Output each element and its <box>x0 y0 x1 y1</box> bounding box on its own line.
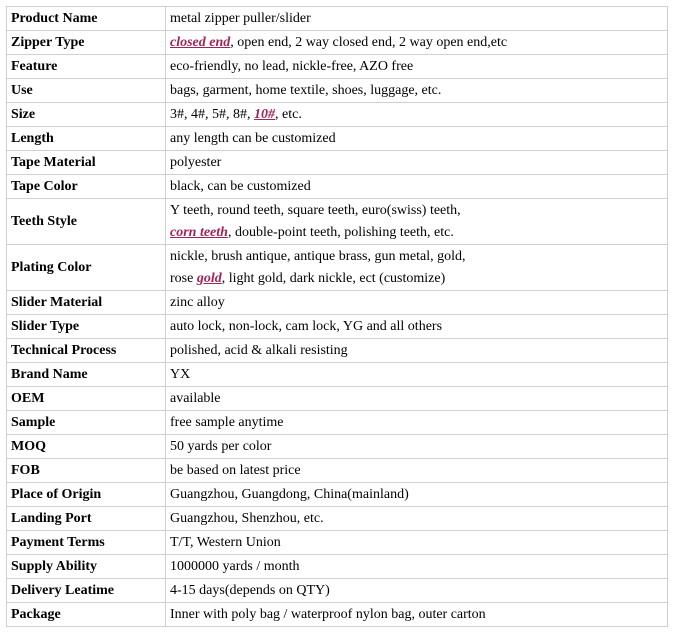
spec-label: Plating Color <box>7 245 166 291</box>
spec-value <box>166 339 668 363</box>
spec-value-line <box>170 107 302 122</box>
spec-row <box>7 387 668 411</box>
spec-label: Use <box>7 79 166 103</box>
spec-value-line <box>170 35 507 50</box>
spec-row <box>7 291 668 315</box>
spec-label: Tape Color <box>7 175 166 199</box>
spec-value <box>166 79 668 103</box>
spec-value-text: nickle, brush antique, antique brass, gun metal, gold, <box>170 248 466 264</box>
spec-value-line <box>170 59 413 74</box>
spec-value <box>166 31 668 55</box>
spec-value <box>166 103 668 127</box>
spec-value-line <box>170 535 281 550</box>
spec-value-line <box>170 343 348 358</box>
spec-value-line <box>170 463 301 478</box>
spec-value-text: free sample anytime <box>170 414 284 430</box>
spec-row <box>7 175 668 199</box>
spec-row <box>7 507 668 531</box>
spec-value <box>166 387 668 411</box>
spec-value-line <box>170 607 486 622</box>
spec-value <box>166 151 668 175</box>
spec-row <box>7 483 668 507</box>
spec-row <box>7 79 668 103</box>
spec-label: MOQ <box>7 435 166 459</box>
spec-value-text: Guangzhou, Guangdong, China(mainland) <box>170 486 409 502</box>
spec-label: Sample <box>7 411 166 435</box>
spec-label: Tape Material <box>7 151 166 175</box>
spec-value-text: rose <box>170 270 197 286</box>
spec-value-line <box>170 131 336 146</box>
spec-row <box>7 199 668 245</box>
spec-value-text: , double-point teeth, polishing teeth, etc. <box>227 224 454 240</box>
spec-value-text: polished, acid & alkali resisting <box>170 342 348 358</box>
spec-label: Product Name <box>7 7 166 31</box>
spec-row <box>7 363 668 387</box>
keyword-link[interactable]: closed end <box>170 34 231 50</box>
spec-value-line <box>170 200 663 222</box>
spec-row <box>7 411 668 435</box>
spec-value-text: black, can be customized <box>170 178 311 194</box>
spec-value-line <box>170 583 330 598</box>
spec-row <box>7 579 668 603</box>
spec-value-text: 50 yards per color <box>170 438 272 454</box>
spec-value-text: be based on latest price <box>170 462 301 478</box>
spec-row <box>7 603 668 627</box>
spec-value-text: YX <box>170 366 191 382</box>
spec-value-text: 3#, 4#, 5#, 8#, <box>170 106 254 122</box>
spec-label: Landing Port <box>7 507 166 531</box>
spec-row <box>7 55 668 79</box>
spec-value <box>166 7 668 31</box>
spec-row <box>7 531 668 555</box>
spec-value-text: Y teeth, round teeth, square teeth, euro(swiss) teeth, <box>170 202 461 218</box>
spec-value <box>166 245 668 291</box>
spec-row <box>7 435 668 459</box>
spec-value-line <box>170 439 271 454</box>
spec-label: OEM <box>7 387 166 411</box>
spec-value <box>166 127 668 151</box>
spec-value-line <box>170 559 300 574</box>
spec-value <box>166 507 668 531</box>
spec-label: Delivery Leatime <box>7 579 166 603</box>
spec-value-text: Inner with poly bag / waterproof nylon bag, outer carton <box>170 606 486 622</box>
spec-value-line <box>170 179 311 194</box>
spec-value-text: any length can be customized <box>170 130 336 146</box>
spec-value-line <box>170 295 225 310</box>
spec-row <box>7 151 668 175</box>
spec-label: Size <box>7 103 166 127</box>
spec-value-text: 4-15 days(depends on QTY) <box>170 582 330 598</box>
spec-row <box>7 555 668 579</box>
spec-value-line <box>170 367 190 382</box>
spec-value-text: , open end, 2 way closed end, 2 way open end,etc <box>230 34 508 50</box>
spec-row <box>7 7 668 31</box>
spec-value <box>166 363 668 387</box>
spec-row <box>7 315 668 339</box>
spec-value <box>166 291 668 315</box>
spec-value-line <box>170 319 442 334</box>
spec-value <box>166 175 668 199</box>
spec-value-line <box>170 391 221 406</box>
spec-label: Slider Material <box>7 291 166 315</box>
keyword-link[interactable]: corn teeth <box>170 224 228 240</box>
spec-label: Zipper Type <box>7 31 166 55</box>
spec-value-line <box>170 415 284 430</box>
spec-value <box>166 315 668 339</box>
spec-label: Technical Process <box>7 339 166 363</box>
spec-label: FOB <box>7 459 166 483</box>
spec-row <box>7 103 668 127</box>
spec-value-text: , light gold, dark nickle, ect (customize) <box>221 270 446 286</box>
spec-row <box>7 245 668 291</box>
spec-value-line <box>170 246 663 268</box>
spec-value-text: metal zipper puller/slider <box>170 10 311 26</box>
product-spec-table <box>6 6 668 627</box>
spec-value <box>166 555 668 579</box>
spec-value <box>166 483 668 507</box>
spec-label: Place of Origin <box>7 483 166 507</box>
spec-label: Package <box>7 603 166 627</box>
spec-value-text: available <box>170 390 221 406</box>
spec-row <box>7 31 668 55</box>
spec-label: Slider Type <box>7 315 166 339</box>
spec-label: Payment Terms <box>7 531 166 555</box>
spec-value-text: T/T, Western Union <box>170 534 281 550</box>
spec-value-line <box>170 222 663 244</box>
spec-value <box>166 435 668 459</box>
spec-value <box>166 459 668 483</box>
spec-value-text: , etc. <box>275 106 302 122</box>
spec-label: Feature <box>7 55 166 79</box>
spec-value <box>166 411 668 435</box>
spec-table-body <box>7 7 668 627</box>
keyword-link[interactable]: 10# <box>254 106 275 122</box>
spec-value-line <box>170 511 324 526</box>
spec-value <box>166 603 668 627</box>
spec-value <box>166 531 668 555</box>
spec-value-line <box>170 83 441 98</box>
spec-value-text: eco-friendly, no lead, nickle-free, AZO free <box>170 58 414 74</box>
spec-value-text: polyester <box>170 154 222 170</box>
spec-value-text: bags, garment, home textile, shoes, luggage, etc. <box>170 82 442 98</box>
spec-row <box>7 127 668 151</box>
spec-label: Teeth Style <box>7 199 166 245</box>
spec-value-text: 1000000 yards / month <box>170 558 300 574</box>
spec-row <box>7 459 668 483</box>
spec-value-line <box>170 268 663 290</box>
spec-label: Brand Name <box>7 363 166 387</box>
spec-value-line <box>170 11 311 26</box>
keyword-link[interactable]: gold <box>196 270 222 286</box>
spec-value <box>166 55 668 79</box>
spec-label: Supply Ability <box>7 555 166 579</box>
spec-value <box>166 199 668 245</box>
spec-value-text: Guangzhou, Shenzhou, etc. <box>170 510 324 526</box>
spec-value-line <box>170 487 409 502</box>
spec-label: Length <box>7 127 166 151</box>
spec-value-text: zinc alloy <box>170 294 225 310</box>
spec-value <box>166 579 668 603</box>
spec-value-text: auto lock, non-lock, cam lock, YG and all others <box>170 318 443 334</box>
spec-row <box>7 339 668 363</box>
spec-value-line <box>170 155 221 170</box>
